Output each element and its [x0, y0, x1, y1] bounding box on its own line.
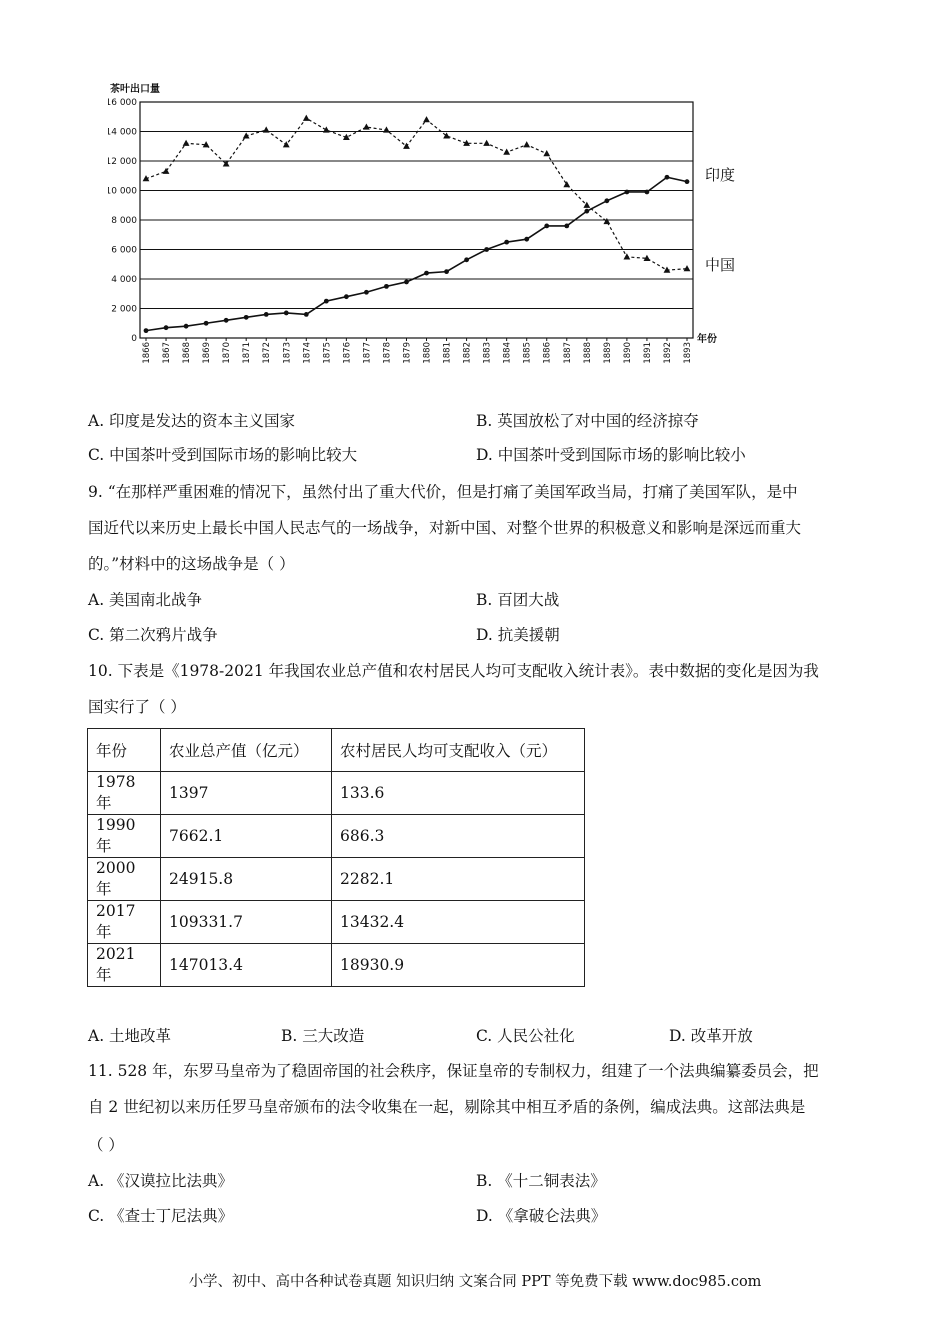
q11-stem-line-3: （ ）	[88, 1136, 124, 1154]
x-tick-label: 1892	[662, 342, 673, 364]
series-label-印度: 印度	[705, 166, 736, 184]
x-tick-label: 1889	[602, 341, 613, 364]
x-tick-label: 1877	[362, 342, 373, 364]
y-tick-label: 12 000	[108, 157, 137, 167]
x-tick-label: 1872	[262, 342, 273, 364]
data-point-circle	[645, 190, 650, 195]
series-label-中国: 中国	[705, 256, 736, 274]
data-point-circle	[544, 224, 549, 229]
table-cell: 147013.4	[161, 944, 332, 987]
table-cell: 2000 年	[88, 858, 161, 901]
data-point-triangle	[623, 253, 630, 259]
data-point-circle	[564, 224, 569, 229]
data-point-circle	[504, 240, 509, 245]
x-tick-label: 1888	[582, 342, 593, 364]
q11-option-a[interactable]: A. 《汉谟拉比法典》	[88, 1172, 234, 1190]
table-cell: 2021 年	[88, 944, 161, 987]
data-point-circle	[624, 190, 629, 195]
y-tick-label: 2 000	[111, 304, 137, 315]
data-point-circle	[344, 294, 349, 299]
tea-export-chart	[108, 78, 748, 378]
data-point-triangle	[383, 126, 390, 132]
table-header-cell: 年份	[88, 729, 161, 772]
x-tick-label: 1868	[182, 342, 193, 364]
data-point-circle	[324, 299, 329, 304]
x-tick-label: 1878	[382, 342, 393, 364]
q11-option-c[interactable]: C. 《查士丁尼法典》	[88, 1207, 234, 1225]
x-tick-label: 1871	[242, 342, 253, 364]
q8-option-a[interactable]: A. 印度是发达的资本主义国家	[88, 412, 296, 430]
data-point-circle	[404, 280, 409, 285]
q11-option-b[interactable]: B. 《十二铜表法》	[476, 1172, 606, 1190]
x-tick-label: 1866	[142, 342, 152, 364]
q11-option-d[interactable]: D. 《拿破仑法典》	[476, 1207, 607, 1225]
x-tick-label: 1883	[482, 342, 493, 364]
q10-stem-line-1: 10. 下表是《1978-2021 年我国农业总产值和农村居民人均可支配收入统计表》。表中数据的变化是因为我	[88, 662, 819, 680]
q10-option-d[interactable]: D. 改革开放	[669, 1027, 753, 1045]
table-cell: 1978 年	[88, 772, 161, 815]
data-point-triangle	[684, 265, 691, 271]
x-tick-label: 1891	[642, 342, 653, 364]
table-cell: 2017 年	[88, 901, 161, 944]
table-row	[88, 815, 585, 858]
x-tick-label: 1881	[442, 342, 453, 364]
x-axis-label: 年份	[697, 334, 717, 345]
x-tick-label: 1885	[522, 342, 533, 364]
data-point-circle	[484, 247, 489, 252]
data-point-circle	[304, 312, 309, 317]
x-tick-label: 1875	[322, 342, 333, 364]
table-row	[88, 901, 585, 944]
table-row	[88, 944, 585, 987]
q9-stem-line-2: 国近代以来历史上最长中国人民志气的一场战争，对新中国、对整个世界的积极意义和影响是深远而重大	[88, 519, 802, 537]
data-point-circle	[184, 324, 189, 329]
data-point-circle	[584, 209, 589, 214]
chart-svg	[108, 78, 748, 378]
data-point-circle	[384, 284, 389, 289]
data-point-circle	[204, 321, 209, 326]
data-point-circle	[264, 312, 269, 317]
q11-stem-line-1: 11. 528 年，东罗马皇帝为了稳固帝国的社会秩序，保证皇帝的专制权力，组建了一个法典编纂委员会，把	[88, 1062, 819, 1080]
x-tick-label: 1884	[502, 342, 513, 364]
q9-option-c[interactable]: C. 第二次鸦片战争	[88, 626, 218, 644]
q10-option-a[interactable]: A. 土地改革	[88, 1027, 172, 1045]
data-point-circle	[164, 325, 169, 330]
y-tick-label: 8 000	[111, 216, 137, 226]
table-cell: 133.6	[332, 772, 585, 815]
data-point-circle	[144, 328, 149, 333]
page-footer: 小学、初中、高中各种试卷真题 知识归纳 文案合同 PPT 等免费下载 www.doc985.com	[188, 1274, 762, 1290]
q8-option-b[interactable]: B. 英国放松了对中国的经济掠夺	[476, 412, 699, 430]
data-point-triangle	[423, 116, 430, 122]
table-header-row	[88, 729, 585, 772]
data-point-circle	[224, 318, 229, 323]
x-tick-label: 1867	[162, 342, 173, 364]
data-point-circle	[524, 237, 529, 242]
table-cell: 1397	[161, 772, 332, 815]
data-point-triangle	[303, 115, 310, 121]
q9-option-b[interactable]: B. 百团大战	[476, 591, 560, 609]
data-point-triangle	[483, 140, 490, 146]
x-tick-label: 1880	[422, 342, 433, 364]
y-tick-label: 4 000	[111, 275, 137, 285]
data-point-circle	[244, 315, 249, 320]
data-point-triangle	[363, 123, 370, 129]
data-point-triangle	[243, 132, 250, 138]
table-cell: 686.3	[332, 815, 585, 858]
q10-statistics-table	[87, 728, 585, 987]
x-tick-label: 1870	[222, 342, 233, 364]
data-point-circle	[665, 175, 670, 180]
data-point-circle	[424, 271, 429, 276]
data-point-triangle	[183, 140, 190, 146]
x-tick-label: 1893	[683, 342, 693, 364]
q9-option-d[interactable]: D. 抗美援朝	[476, 626, 560, 644]
x-tick-label: 1874	[302, 342, 313, 364]
x-tick-label: 1879	[402, 342, 413, 364]
table-cell: 24915.8	[161, 858, 332, 901]
q10-option-b[interactable]: B. 三大改造	[281, 1027, 365, 1045]
data-point-triangle	[503, 149, 510, 155]
y-tick-label: 6 000	[111, 245, 137, 256]
q8-option-c[interactable]: C. 中国茶叶受到国际市场的影响比较大	[88, 446, 358, 464]
table-header-cell: 农村居民人均可支配收入（元）	[332, 729, 585, 772]
data-point-circle	[685, 179, 690, 184]
q10-stem-line-2: 国实行了（ ）	[88, 698, 186, 716]
table-cell: 2282.1	[332, 858, 585, 901]
x-tick-label: 1869	[202, 342, 213, 364]
data-point-triangle	[263, 126, 270, 132]
q8-option-d[interactable]: D. 中国茶叶受到国际市场的影响比较小	[476, 446, 746, 464]
x-tick-label: 1886	[542, 342, 553, 364]
table-row	[88, 858, 585, 901]
data-point-triangle	[523, 141, 530, 147]
y-axis-label: 茶叶出口量	[110, 84, 160, 95]
table-cell: 109331.7	[161, 901, 332, 944]
x-tick-label: 1887	[562, 342, 573, 364]
data-point-circle	[284, 311, 289, 316]
x-tick-label: 1882	[462, 342, 473, 364]
x-tick-label: 1890	[622, 342, 633, 364]
series-line-中国	[146, 118, 687, 270]
q11-stem-line-2: 自 2 世纪初以来历任罗马皇帝颁布的法令收集在一起，剔除其中相互矛盾的条例，编成法典。这部法典是	[88, 1098, 806, 1116]
data-point-circle	[604, 198, 609, 203]
table-header-cell: 农业总产值（亿元）	[161, 729, 332, 772]
q9-stem-line-1: 9. “在那样严重困难的情况下，虽然付出了重大代价，但是打痛了美国军政当局，打痛了美国军队，是中	[88, 483, 798, 501]
data-point-circle	[444, 269, 449, 274]
data-point-triangle	[323, 126, 330, 132]
q9-option-a[interactable]: A. 美国南北战争	[88, 591, 203, 609]
table-cell: 7662.1	[161, 815, 332, 858]
table-cell: 13432.4	[332, 901, 585, 944]
x-tick-label: 1873	[282, 342, 293, 364]
data-point-triangle	[543, 150, 550, 156]
table-cell: 18930.9	[332, 944, 585, 987]
data-point-circle	[364, 290, 369, 295]
y-tick-label: 0	[131, 334, 137, 344]
table-cell: 1990 年	[88, 815, 161, 858]
y-tick-label: 14 000	[108, 127, 137, 138]
table-row	[88, 772, 585, 815]
x-tick-label: 1876	[342, 342, 353, 364]
q10-option-c[interactable]: C. 人民公社化	[476, 1027, 575, 1045]
q9-stem-line-3: 的。”材料中的这场战争是（ ）	[88, 555, 295, 573]
y-tick-label: 10 000	[108, 186, 137, 197]
y-tick-label: 16 000	[108, 98, 137, 108]
data-point-circle	[464, 257, 469, 262]
